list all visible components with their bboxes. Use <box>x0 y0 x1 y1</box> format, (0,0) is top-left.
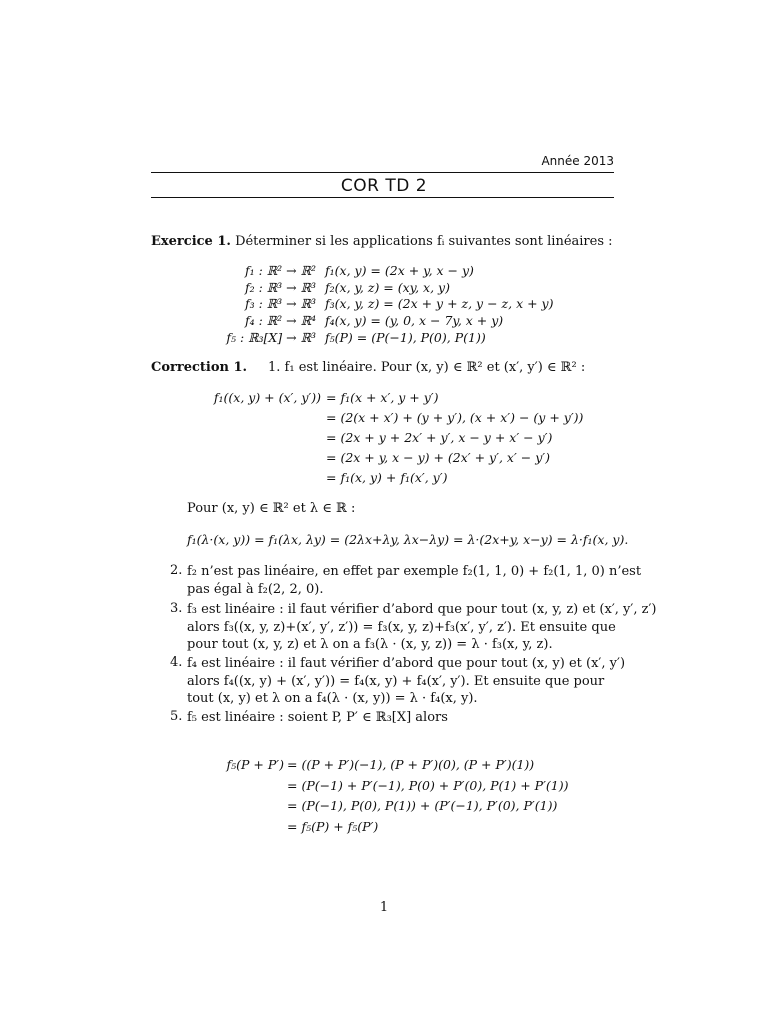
map-domain: f₂ : ℝ³ → ℝ³ <box>244 280 316 295</box>
map-domain: f₄ : ℝ² → ℝ⁴ <box>244 313 316 328</box>
page-title: COR TD 2 <box>340 176 428 196</box>
page-number: 1 <box>379 900 389 915</box>
item-text-line: pas égal à f₂(2, 2, 0). <box>187 581 324 597</box>
correction-heading <box>151 360 247 375</box>
item-text-line: f₄ est linéaire : il faut vérifier d’abord que pour tout (x, y) et (x′, y′) <box>187 656 626 671</box>
map-formula: f₅(P) = (P(−1), P(0), P(1)) <box>325 330 486 345</box>
equation-rhs: = ((P + P′)(−1), (P + P′)(0), (P + P′)(1)) <box>287 757 535 772</box>
equation-rhs: = (2x + y, x − y) + (2x′ + y′, x′ − y′) <box>326 450 550 465</box>
equation-rhs: = (2x + y + 2x′ + y′, x − y + x′ − y′) <box>326 430 553 445</box>
equation-rhs: = f₅(P) + f₅(P′) <box>287 819 379 834</box>
exercise-statement <box>151 234 613 249</box>
item-number: 5. <box>170 709 183 724</box>
item-text-line: f₂ n’est pas linéaire, en effet par exemple f₂(1, 1, 0) + f₂(1, 1, 0) n’est <box>187 564 642 579</box>
equation-lhs: f₅(P + P′) <box>226 757 284 772</box>
item-text-line: tout (x, y) et λ on a f₄(λ · (x, y)) = λ · f₄(x, y). <box>187 691 478 706</box>
map-domain: f₁ : ℝ² → ℝ² <box>244 263 316 278</box>
item-text-line: f₃ est linéaire : il faut vérifier d’abord que pour tout (x, y, z) et (x′, y′, z′) <box>187 602 657 617</box>
header-bottom-rule <box>151 197 614 198</box>
item-number: 4. <box>170 655 183 670</box>
map-formula: f₄(x, y) = (y, 0, x − 7y, x + y) <box>325 313 504 328</box>
map-formula: f₁(x, y) = (2x + y, x − y) <box>325 263 474 278</box>
equation-rhs: = (P(−1) + P′(−1), P(0) + P′(0), P(1) + P′(1)) <box>287 778 569 793</box>
item-text-line: f₅ est linéaire : soient P, P′ ∈ ℝ₃[X] alors <box>187 710 448 725</box>
item-number: 3. <box>170 601 183 616</box>
map-formula: f₃(x, y, z) = (2x + y + z, y − z, x + y) <box>325 296 554 311</box>
item-text-line: pour tout (x, y, z) et λ on a f₃(λ · (x, y, z)) = λ · f₃(x, y, z). <box>187 637 553 652</box>
exercise-text: Déterminer si les applications fᵢ suivantes sont linéaires : <box>235 234 613 249</box>
correction-item1-intro: 1. f₁ est linéaire. Pour (x, y) ∈ ℝ² et (x′, y′) ∈ ℝ² : <box>268 360 586 375</box>
header-top-rule <box>151 172 614 173</box>
equation-rhs: = (2(x + x′) + (y + y′), (x + x′) − (y + y′)) <box>326 410 584 425</box>
map-domain: f₅ : ℝ₃[X] → ℝ³ <box>226 330 316 345</box>
equation-rhs: = f₁(x + x′, y + y′) <box>326 390 439 405</box>
correction-label: Correction 1. <box>151 360 248 375</box>
header-year: Année 2013 <box>541 154 614 168</box>
equation-lhs: f₁((x, y) + (x′, y′)) <box>213 390 321 405</box>
exercise-label: Exercice 1. <box>151 234 231 249</box>
pour-line: Pour (x, y) ∈ ℝ² et λ ∈ ℝ : <box>187 501 356 516</box>
item-number: 2. <box>170 563 183 578</box>
equation-rhs: = f₁(x, y) + f₁(x′, y′) <box>326 470 448 485</box>
item-text-line: alors f₃((x, y, z)+(x′, y′, z′)) = f₃(x, y, z)+f₃(x′, y′, z′). Et ensuite que <box>187 619 616 635</box>
equation-rhs: = (P(−1), P(0), P(1)) + (P′(−1), P′(0), P′(1)) <box>287 798 558 813</box>
lambda-equation: f₁(λ·(x, y)) = f₁(λx, λy) = (2λx+λy, λx−λy) = λ·(2x+y, x−y) = λ·f₁(x, y). <box>187 532 629 547</box>
map-formula: f₂(x, y, z) = (xy, x, y) <box>325 280 450 295</box>
map-domain: f₃ : ℝ³ → ℝ³ <box>244 296 316 311</box>
item-text-line: alors f₄((x, y) + (x′, y′)) = f₄(x, y) + f₄(x′, y′). Et ensuite que pour <box>187 673 605 689</box>
